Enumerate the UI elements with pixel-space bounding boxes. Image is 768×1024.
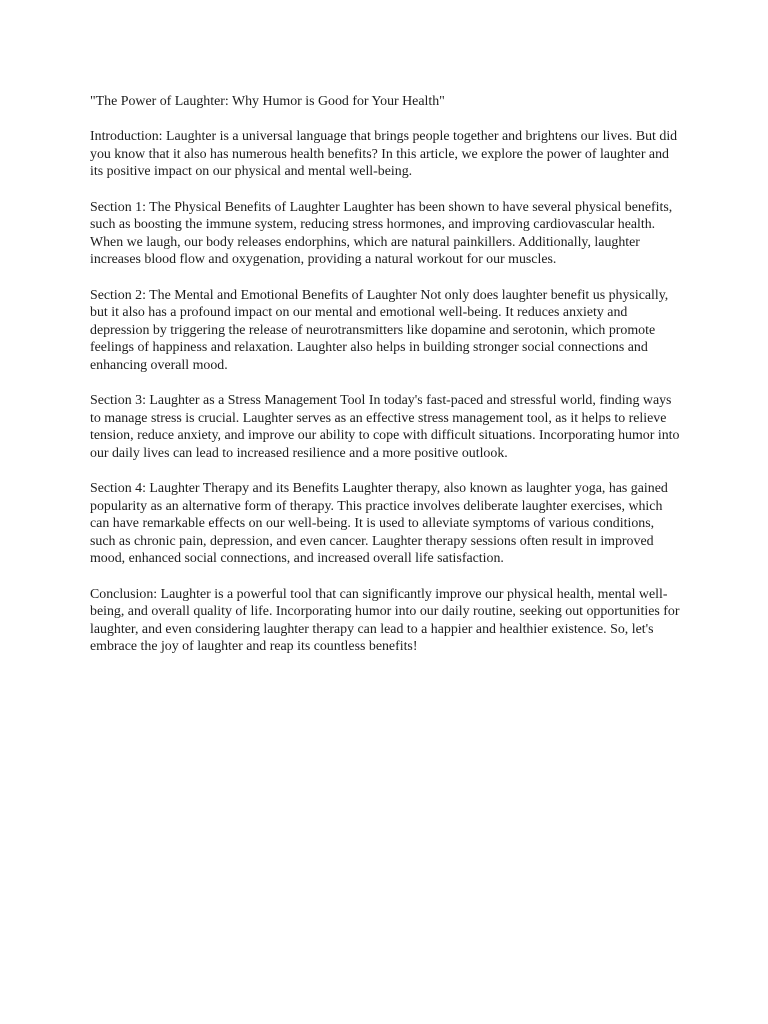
document-title: "The Power of Laughter: Why Humor is Good for Your Health" [90, 94, 445, 109]
paragraph-section-3: Section 3: Laughter as a Stress Management Tool In today's fast-paced and stressful world, finding ways to manage stress is crucial. Laughter serves as an effective stress management tool, as it helps to relieve tension, reduce anxiety, and improve our ability to cope with difficult situations. Incorporating humor into our daily lives can lead to increased resilience and a more positive outlook. [90, 393, 680, 461]
paragraph-introduction: Introduction: Laughter is a universal language that brings people together and brightens our lives. But did you know that it also has numerous health benefits? In this article, we explore the power of laughter and its positive impact on our physical and mental well-being. [90, 129, 678, 180]
paragraph-section-4: Section 4: Laughter Therapy and its Benefits Laughter therapy, also known as laughter yoga, has gained popularity as an alternative form of therapy. This practice involves deliberate laughter exercises, which can have remarkable effects on our well-being. It is used to alleviate symptoms of various conditions, such as chronic pain, depression, and even cancer. Laughter therapy sessions often result in improved mood, enhanced social connections, and increased overall life satisfaction. [90, 481, 668, 567]
paragraph-conclusion: Conclusion: Laughter is a powerful tool that can significantly improve our physical health, mental well-being, and overall quality of life. Incorporating humor into our daily routine, seeking out opportunities for laughter, and even considering laughter therapy can lead to a happier and healthier existence. So, let's embrace the joy of laughter and reap its countless benefits! [90, 586, 680, 655]
paragraph-section-1: Section 1: The Physical Benefits of Laughter Laughter has been shown to have several physical benefits, such as boosting the immune system, reducing stress hormones, and improving cardiovascular health. When we laugh, our body releases endorphins, which are natural painkillers. Additionally, laughter increases blood flow and oxygenation, providing a natural workout for our muscles. [90, 199, 673, 268]
document-body [90, 93, 682, 674]
paragraph-section-2: Section 2: The Mental and Emotional Benefits of Laughter Not only does laughter benefit us physically, but it also has a profound impact on our mental and emotional well-being. It reduces anxiety and depression by triggering the release of neurotransmitters like dopamine and serotonin, which promote feelings of happiness and relaxation. Laughter also helps in building stronger social connections and enhancing overall mood. [90, 287, 669, 373]
